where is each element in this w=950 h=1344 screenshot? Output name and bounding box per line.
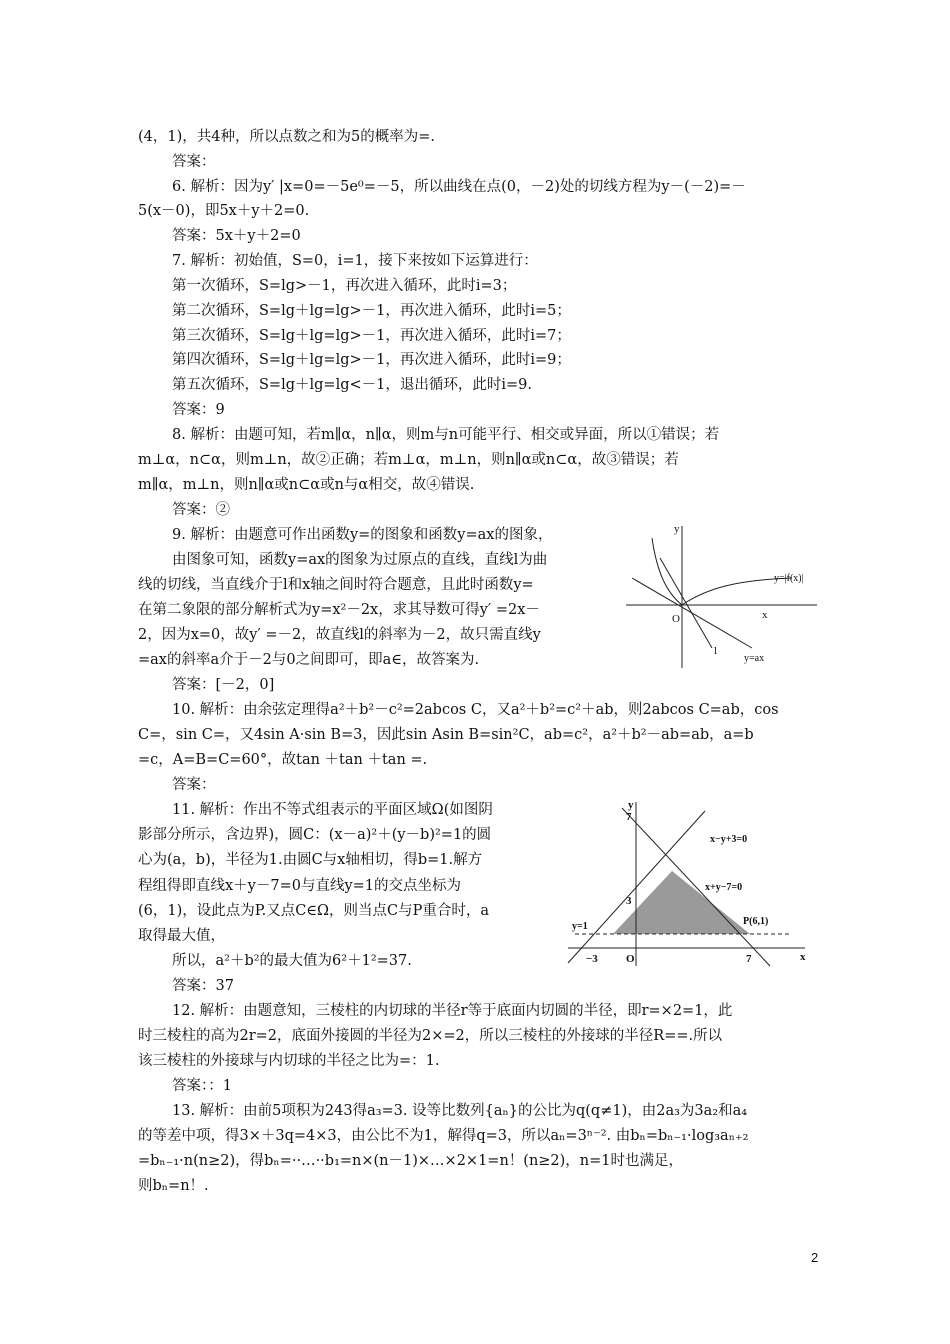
text-line: 所以，a²＋b²的最大值为6²＋1²=37. xyxy=(172,953,412,969)
origin-label: O xyxy=(626,953,635,965)
tick-x-7: 7 xyxy=(746,953,752,965)
y1-label: y=1 xyxy=(572,921,588,932)
line1-label: x−y+3=0 xyxy=(710,834,748,845)
text-line: 11. 解析：作出不等式组表示的平面区域Ω(如图阴 xyxy=(172,802,493,818)
text-line: 由图象可知，函数y=ax的图象为过原点的直线，直线l为曲 xyxy=(172,552,548,568)
text-line: (6，1)，设此点为P.又点C∈Ω，则当点C与P重合时，a xyxy=(138,903,490,919)
x-axis-label: x xyxy=(800,951,806,963)
text-line: 在第二象限的部分解析式为y=x²－2x，求其导数可得y′ =2x－ xyxy=(138,602,540,618)
text-line: 答案：：1 xyxy=(172,1078,232,1094)
tick-y-3: 3 xyxy=(626,895,632,907)
text-line: 取得最大值， xyxy=(138,928,225,944)
text-line: 12. 解析：由题意知，三棱柱的内切球的半径r等于底面内切圆的半径，即r=×2=1，此 xyxy=(172,1003,733,1019)
tick-y-7: 7 xyxy=(626,811,632,823)
x-axis-label: x xyxy=(762,609,768,621)
text-line: =bₙ₋₁·n(n≥2)，得bₙ=··…··b₁=n×(n－1)×…×2×1=n！(n≥2)，n=1时也满足， xyxy=(138,1153,684,1169)
text-line: 10. 解析：由余弦定理得a²＋b²－c²=2abcos C，又a²＋b²=c²＋ab，则2abcos C=ab，cos xyxy=(172,702,779,718)
text-line: m⊥α，n⊂α，则m⊥n，故②正确；若m⊥α，m⊥n，则n∥α或n⊂α，故③错误；若 xyxy=(138,452,679,468)
origin-label: O xyxy=(672,613,680,625)
text-line: 答案：5x＋y＋2=0 xyxy=(172,228,301,244)
text-line: 程组得即直线x＋y－7=0与直线y=1的交点坐标为 xyxy=(138,878,462,894)
tangent-line-l xyxy=(660,558,712,648)
text-line: 第五次循环，S=lg＋lg=lg<－1，退出循环，此时i=9. xyxy=(172,377,532,393)
text-line: 第三次循环，S=lg＋lg=lg>－1，再次进入循环，此时i=7； xyxy=(172,328,571,344)
text-line: 答案：37 xyxy=(172,978,234,994)
text-line: 2，因为x=0，故y′ =－2，故直线l的斜率为－2，故只需直线y xyxy=(138,627,541,643)
y-axis-label: y xyxy=(674,523,680,535)
text-line: 则bₙ=n！. xyxy=(138,1178,209,1194)
text-line: 的等差中项，得3×＋3q=4×3，由公比不为1，解得q=3，所以aₙ=3ⁿ⁻². 由bₙ=bₙ₋₁·log₃aₙ₊₂ xyxy=(138,1128,749,1144)
line-y-ax xyxy=(632,578,752,648)
figure-problem-9 xyxy=(622,518,822,670)
text-line: m∥α，m⊥n，则n∥α或n⊂α或n与α相交，故④错误. xyxy=(138,477,475,493)
text-line: 9. 解析：由题意可作出函数y=的图象和函数y=ax的图象， xyxy=(172,527,553,543)
text-line: 时三棱柱的高为2r=2，底面外接圆的半径为2×=2，所以三棱柱的外接球的半径R==.所以 xyxy=(138,1028,723,1044)
text-line: 心为(a，b)，半径为1.由圆C与x轴相切，得b=1.解方 xyxy=(138,852,483,868)
text-line: 答案：9 xyxy=(172,402,225,418)
tick-x-minus-3: −3 xyxy=(586,953,598,965)
text-line: 答案：[－2，0] xyxy=(172,677,275,693)
text-line: 第二次循环，S=lg＋lg=lg>－1，再次进入循环，此时i=5； xyxy=(172,303,571,319)
point-p-label: P(6,1) xyxy=(743,916,769,927)
text-line: 8. 解析：由题可知，若m∥α，n∥α，则m与n可能平行、相交或异面，所以①错误；若 xyxy=(172,427,720,443)
text-line: (4，1)，共4种，所以点数之和为5的概率为=. xyxy=(138,129,435,145)
text-line: =ax的斜率a介于－2与0之间即可，即a∈，故答案为. xyxy=(138,652,480,668)
text-line: 6. 解析：因为y′ |x=0=－5e⁰=－5，所以曲线在点(0，－2)处的切线方程为y－(－2)=－ xyxy=(172,179,746,195)
text-line: 答案： xyxy=(172,154,216,170)
text-line: 影部分所示，含边界)，圆C：(x－a)²＋(y－b)²=1的圆 xyxy=(138,827,492,843)
text-line: C=，sin C=，又4sin A·sin B=3，因此sin Asin B=sin²C，ab=c²，a²＋b²－ab=ab，a=b xyxy=(138,727,754,743)
shaded-region xyxy=(583,871,750,934)
page-number: 2 xyxy=(811,1250,819,1265)
curve-label: y=|f(x)| xyxy=(774,573,804,584)
line2-label: x+y−7=0 xyxy=(705,882,743,893)
text-line: 第一次循环，S=lg>－1，再次进入循环，此时i=3； xyxy=(172,278,517,294)
text-line: 第四次循环，S=lg＋lg=lg>－1，再次进入循环，此时i=9； xyxy=(172,352,571,368)
text-line: 线的切线，当直线介于l和x轴之间时符合题意，且此时函数y= xyxy=(138,577,534,593)
line-ax-label: y=ax xyxy=(744,653,765,664)
text-line: 答案： xyxy=(172,777,216,793)
text-line: =c，A=B=C=60°，故tan ＋tan ＋tan =. xyxy=(138,752,428,768)
y-axis-label: y xyxy=(628,799,634,811)
figure-problem-11 xyxy=(560,796,820,974)
line-l-label: l xyxy=(714,645,718,657)
text-line: 答案：② xyxy=(172,502,230,518)
text-line: 5(x－0)，即5x＋y＋2=0. xyxy=(138,203,310,219)
text-line: 该三棱柱的外接球与内切球的半径之比为=：1. xyxy=(138,1053,440,1069)
text-line: 7. 解析：初始值，S=0，i=1，接下来按如下运算进行： xyxy=(172,253,538,269)
text-line: 13. 解析：由前5项积为243得a₃=3. 设等比数列{aₙ}的公比为q(q≠1)，由2a₃为3a₂和a₄ xyxy=(172,1103,748,1119)
line-x-plus-y-minus-7 xyxy=(622,808,770,966)
curve-left xyxy=(652,538,682,605)
